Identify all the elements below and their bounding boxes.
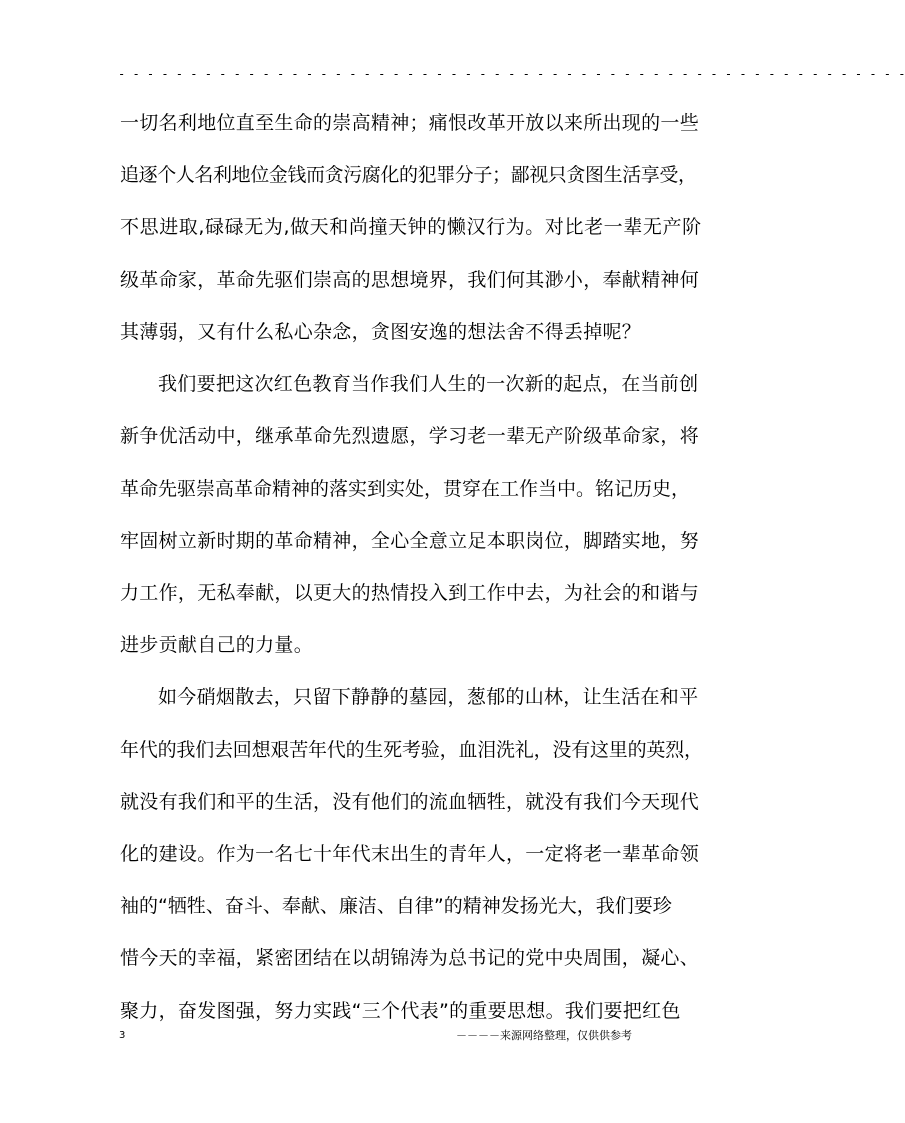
body-line: 我们要把这次红色教育当作我们人生的一次新的起点，在当前创 [158,373,699,395]
header-dashed-rule: - - - - - - - - - - - - - - - - - - - - - - - - - - - - - - - - - - - - - - - - - - - - - - - - - - - - - - - [118,67,905,81]
body-line: 如今硝烟散去，只留下静静的墓园，葱郁的山林，让生活在和平 [158,686,699,708]
body-line: 一切名利地位直至生命的崇高精神；痛恨改革开放以来所出现的一些 [120,112,700,134]
body-line: 年代的我们去回想艰苦年代的生死考验，血泪洗礼，没有这里的英烈， [120,739,703,761]
body-line: 其薄弱，又有什么私心杂念，贪图安逸的想法舍不得丢掉呢？ [120,321,642,343]
body-line: 力工作，无私奉献，以更大的热情投入到工作中去，为社会的和谐与 [120,582,700,604]
body-line: 级革命家，革命先驱们崇高的思想境界，我们何其渺小，奉献精神何 [120,269,700,291]
body-line: 惜今天的幸福，紧密团结在以胡锦涛为总书记的党中央周围，凝心、 [120,947,700,969]
body-line: 牢固树立新时期的革命精神，全心全意立足本职岗位，脚踏实地，努 [120,530,700,552]
body-line: 革命先驱崇高革命精神的落实到实处，贯穿在工作当中。铭记历史， [120,478,691,500]
source-note: －－－－来源网络整理，仅供供参考 [456,1029,632,1042]
body-line: 追逐个人名利地位金钱而贪污腐化的犯罪分子；鄙视只贪图生活享受， [120,164,697,186]
body-line: 进步贡献自己的力量。 [120,634,314,656]
body-line: 就没有我们和平的生活，没有他们的流血牺牲，就没有我们今天现代 [120,791,700,813]
body-line: 不思进取,碌碌无为,做天和尚撞天钟的懒汉行为。对比老一辈无产阶 [120,216,702,238]
body-line: 新争优活动中，继承革命先烈遗愿，学习老一辈无产阶级革命家，将 [120,425,700,447]
body-line: 化的建设。作为一名七十年代末出生的青年人，一定将老一辈革命领 [120,843,700,865]
page-number: 3 [119,1030,126,1041]
body-line: 聚力，奋发图强，努力实践“三个代表”的重要思想。我们要把红色 [120,1000,681,1022]
body-line: 袖的“牺牲、奋斗、奉献、廉洁、自律”的精神发扬光大，我们要珍 [120,895,672,917]
